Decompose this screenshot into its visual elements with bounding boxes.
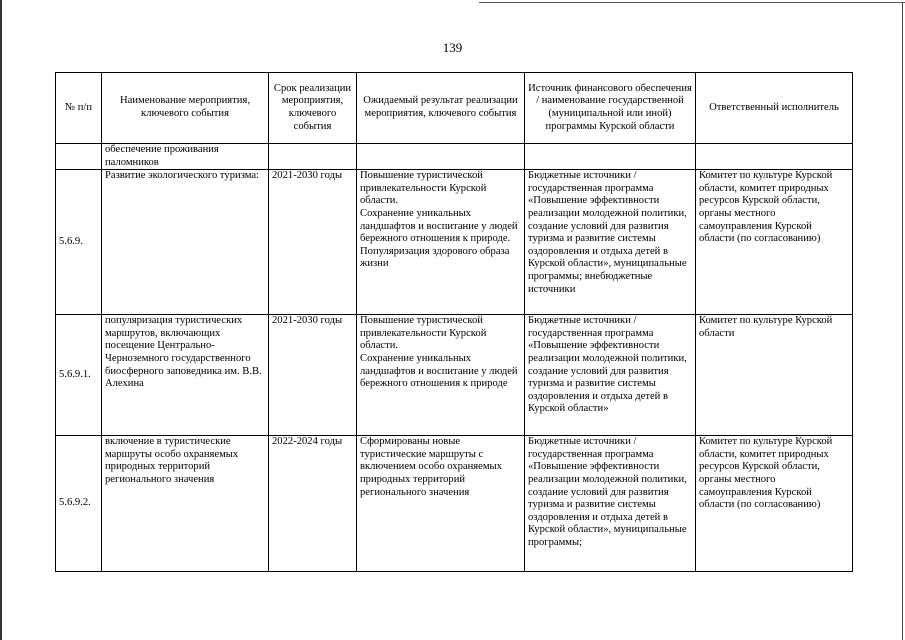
cell-event-name: Развитие экологического туризма: <box>102 170 269 315</box>
header-deadline: Срок реализации мероприятия, ключевого события <box>269 73 357 144</box>
cell-deadline: 2021-2030 годы <box>269 170 357 315</box>
cell-number: 5.6.9.1. <box>56 315 102 436</box>
cell-responsible: Комитет по культуре Курской области <box>696 315 853 436</box>
cell-funding-source <box>525 144 696 170</box>
cell-expected-result: Сформированы новые туристические маршруты с включением особо охраняемых природных территорий регионального значения <box>357 436 525 572</box>
cell-expected-result <box>357 144 525 170</box>
table-row <box>56 170 853 315</box>
header-funding-source: Источник финансового обеспечения / наименование государственной (муниципальной или иной) программы Курской области <box>525 73 696 144</box>
table-row <box>56 436 853 572</box>
header-expected-result: Ожидаемый результат реализации мероприятия, ключевого события <box>357 73 525 144</box>
cell-expected-result: Повышение туристической привлекательности Курской области. Сохранение уникальных ландшафтов и воспитание у людей бережного отношения к природе. Популяризация здорового образа жизни <box>357 170 525 315</box>
cell-deadline: 2022-2024 годы <box>269 436 357 572</box>
cell-number: 5.6.9. <box>56 170 102 315</box>
scan-left-edge <box>0 0 2 640</box>
cell-expected-result: Повышение туристической привлекательности Курской области. Сохранение уникальных ландшафтов и воспитание у людей бережного отношения к природе <box>357 315 525 436</box>
header-number: № п/п <box>56 73 102 144</box>
events-table <box>55 72 853 572</box>
scan-right-edge <box>902 2 903 640</box>
table-row <box>56 144 853 170</box>
cell-responsible: Комитет по культуре Курской области, комитет природных ресурсов Курской области, органы местного самоуправления Курской области (по согласованию) <box>696 436 853 572</box>
cell-funding-source: Бюджетные источники / государственная программа «Повышение эффективности реализации молодежной политики, создание условий для развития туризма и развитие системы оздоровления и отдыха детей в Курской области», муниципальные программы; <box>525 436 696 572</box>
cell-deadline <box>269 144 357 170</box>
cell-funding-source: Бюджетные источники / государственная программа «Повышение эффективности реализации молодежной политики, создание условий для развития туризма и развитие системы оздоровления и отдыха детей в Курской области» <box>525 315 696 436</box>
cell-responsible: Комитет по культуре Курской области, комитет природных ресурсов Курской области, органы местного самоуправления Курской области (по согласованию) <box>696 170 853 315</box>
table-header-row <box>56 73 853 144</box>
cell-number <box>56 144 102 170</box>
cell-number: 5.6.9.2. <box>56 436 102 572</box>
table-row <box>56 315 853 436</box>
cell-funding-source: Бюджетные источники / государственная программа «Повышение эффективности реализации молодежной политики, создание условий для развития туризма и развитие системы оздоровления и отдыха детей в Курской области», муниципальные программы; внебюджетные источники <box>525 170 696 315</box>
cell-event-name: обеспечение проживания паломников <box>102 144 269 170</box>
header-event-name: Наименование мероприятия, ключевого события <box>102 73 269 144</box>
cell-event-name: популяризация туристических маршрутов, включающих посещение Центрально-Черноземного государственного биосферного заповедника им. В.В. Алехина <box>102 315 269 436</box>
cell-event-name: включение в туристические маршруты особо охраняемых природных территорий регионального значения <box>102 436 269 572</box>
cell-deadline: 2021-2030 годы <box>269 315 357 436</box>
cell-responsible <box>696 144 853 170</box>
scan-top-edge <box>479 2 905 3</box>
header-responsible: Ответственный исполнитель <box>696 73 853 144</box>
page-number: 139 <box>442 40 463 55</box>
